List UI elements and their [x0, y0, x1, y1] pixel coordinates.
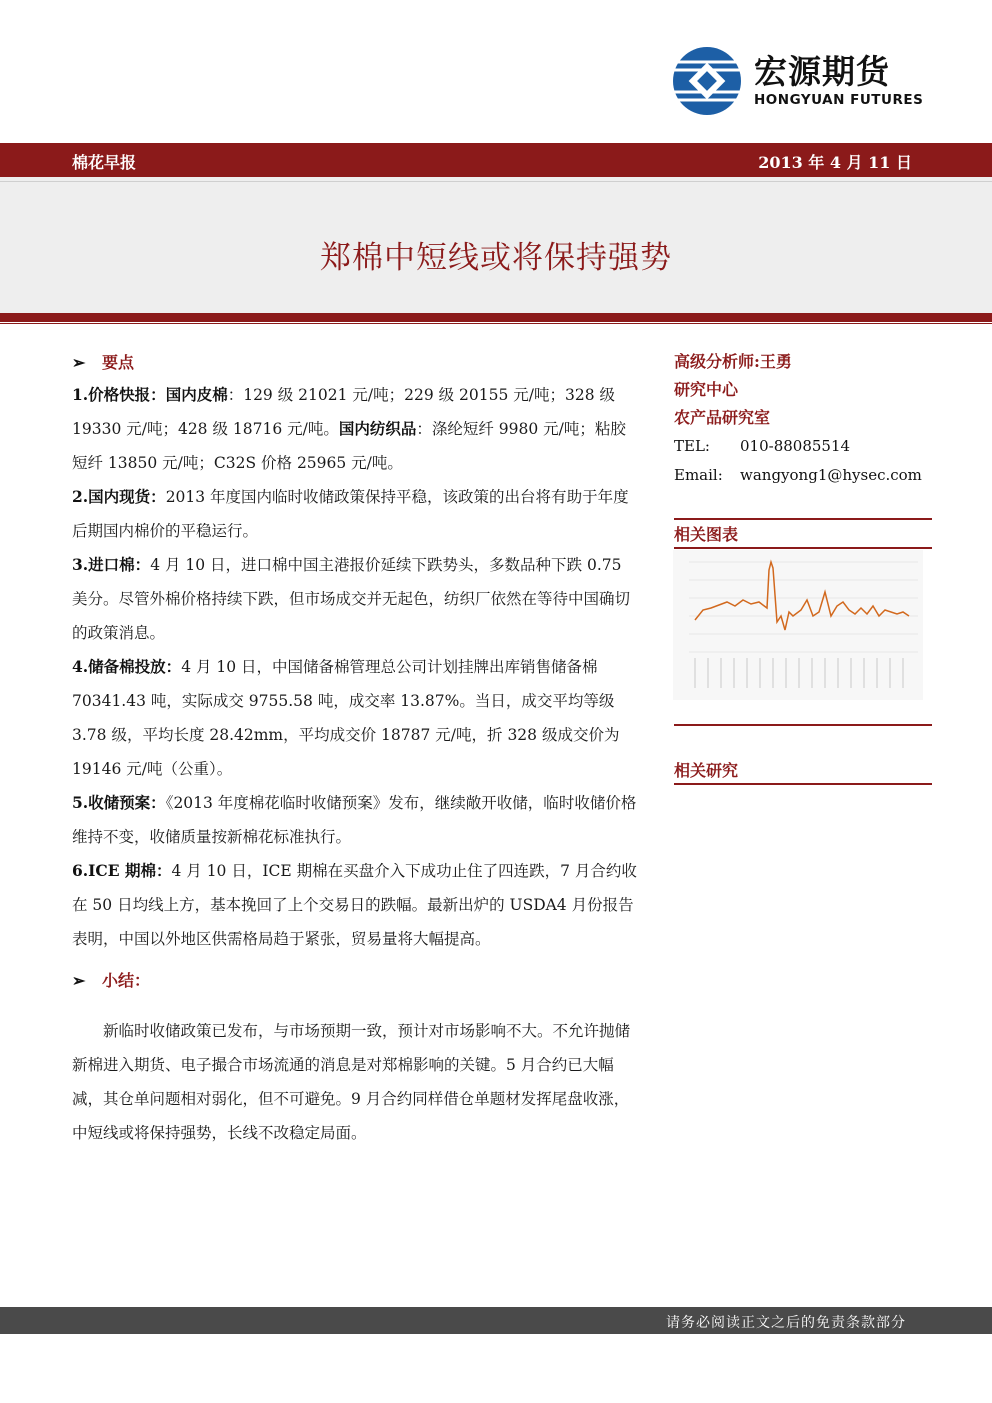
disclaimer-text: 请务必阅读正文之后的免责条款部分	[666, 1315, 906, 1331]
logo-name-cn: 宏源期货	[754, 52, 890, 91]
tel-line	[674, 432, 932, 461]
email-value[interactable]: wangyong1@hysec.com	[740, 466, 922, 484]
key-point-label: 6.ICE 期棉：	[72, 861, 172, 880]
report-type: 棉花早报	[72, 153, 137, 172]
key-point-3	[72, 548, 638, 650]
report-date: 2013 年 4 月 11 日	[758, 153, 912, 172]
title-band-rule	[0, 313, 992, 322]
related-chart-thumbnail	[673, 550, 923, 700]
summary-text: 新临时收储政策已发布，与市场预期一致，预计对市场影响不大。不允许抛储新棉进入期货、电子撮合市场流通的消息是对郑棉影响的关键。5 月合约已大幅减，其仓单问题相对弱化，但不可避免。9 月合约同样借仓单题材发挥尾盘收涨，中短线或将保持强势，长线不改稳定局面。	[72, 1022, 631, 1142]
sidebar-rule	[674, 724, 932, 726]
arrow-bullet-icon: ➢	[72, 353, 86, 372]
key-point-1	[72, 378, 638, 480]
title-band-rule-thin	[0, 323, 992, 324]
key-point-label: 2.国内现货：	[72, 487, 166, 506]
related-charts-heading: 相关图表	[674, 522, 932, 549]
email-line	[674, 461, 932, 490]
key-point-5	[72, 786, 638, 854]
key-point-text: 4 月 10 日，中国储备棉管理总公司计划挂牌出库销售储备棉 70341.43 吨，实际成交 9755.58 吨，成交率 13.87%。当日，成交平均等级 3.78 级，平均长度 28.42mm，平均成交价 18787 元/吨，折 328 级成交价为 19146 元/吨（公重）。	[72, 658, 620, 778]
key-point-subhead: 国内皮棉	[165, 385, 228, 404]
key-point-text: 4 月 10 日，ICE 期棉在买盘介入下成功止住了四连跌，7 月合约收在 50 日均线上方，基本挽回了上个交易日的跌幅。最新出炉的 USDA4 月份报告表明，中国以外地区供需格局趋于紧张，贸易量将大幅提高。	[72, 862, 637, 948]
arrow-bullet-icon: ➢	[72, 971, 86, 990]
key-point-text: ：129 级 21021 元/吨；229 级 20155 元/吨；328 级	[227, 386, 616, 404]
summary-heading: ➢ 小结：	[72, 966, 638, 996]
key-point-2	[72, 480, 638, 548]
analyst-name: 高级分析师:王勇	[674, 352, 792, 371]
report-header-bar	[0, 143, 992, 177]
key-point-label: 5.收储预案：	[72, 793, 166, 812]
report-title: 郑棉中短线或将保持强势	[320, 240, 672, 276]
key-point-text: 《2013 年度棉花临时收储预案》发布，继续敞开收储，临时收储价格维持不变，收储质量按新棉花标准执行。	[72, 794, 637, 846]
key-point-text: ：涤纶短纤 9980 元/吨；粘胶短纤 13850 元/吨；C32S 价格 25965 元/吨。	[72, 420, 626, 472]
logo-name-en: HONGYUAN FUTURES	[754, 92, 924, 108]
key-point-subhead: 国内纺织品	[338, 419, 417, 438]
disclaimer-footer	[0, 1307, 992, 1334]
key-point-text: 4 月 10 日，进口棉中国主港报价延续下跌势头，多数品种下跌 0.75 美分。尽管外棉价格持续下跌，但市场成交并无起色，纺织厂依然在等待中国确切的政策消息。	[72, 556, 631, 642]
key-point-text: 2013 年度国内临时收储政策保持平稳，该政策的出台将有助于年度后期国内棉价的平稳运行。	[72, 488, 629, 540]
research-office: 农产品研究室	[674, 408, 771, 427]
key-point-label: 1.价格快报：	[72, 385, 166, 404]
email-label: Email:	[674, 466, 723, 484]
research-center: 研究中心	[674, 380, 739, 399]
related-research-heading: 相关研究	[674, 758, 932, 785]
key-point-4	[72, 650, 638, 786]
tel-value: 010-88085514	[740, 437, 851, 455]
company-logo	[672, 46, 923, 116]
key-point-6	[72, 854, 638, 956]
tel-label: TEL:	[674, 437, 710, 455]
band-divider	[0, 181, 992, 182]
key-point-text: 19330 元/吨；428 级 18716 元/吨。	[72, 420, 339, 438]
main-content	[72, 348, 638, 1150]
key-point-label: 4.储备棉投放：	[72, 657, 182, 676]
key-points-heading: ➢ 要点	[72, 348, 638, 378]
sidebar	[674, 348, 932, 490]
key-point-label: 3.进口棉：	[72, 555, 151, 574]
sidebar-rule	[674, 518, 932, 520]
hongyuan-logo-icon	[672, 46, 742, 116]
